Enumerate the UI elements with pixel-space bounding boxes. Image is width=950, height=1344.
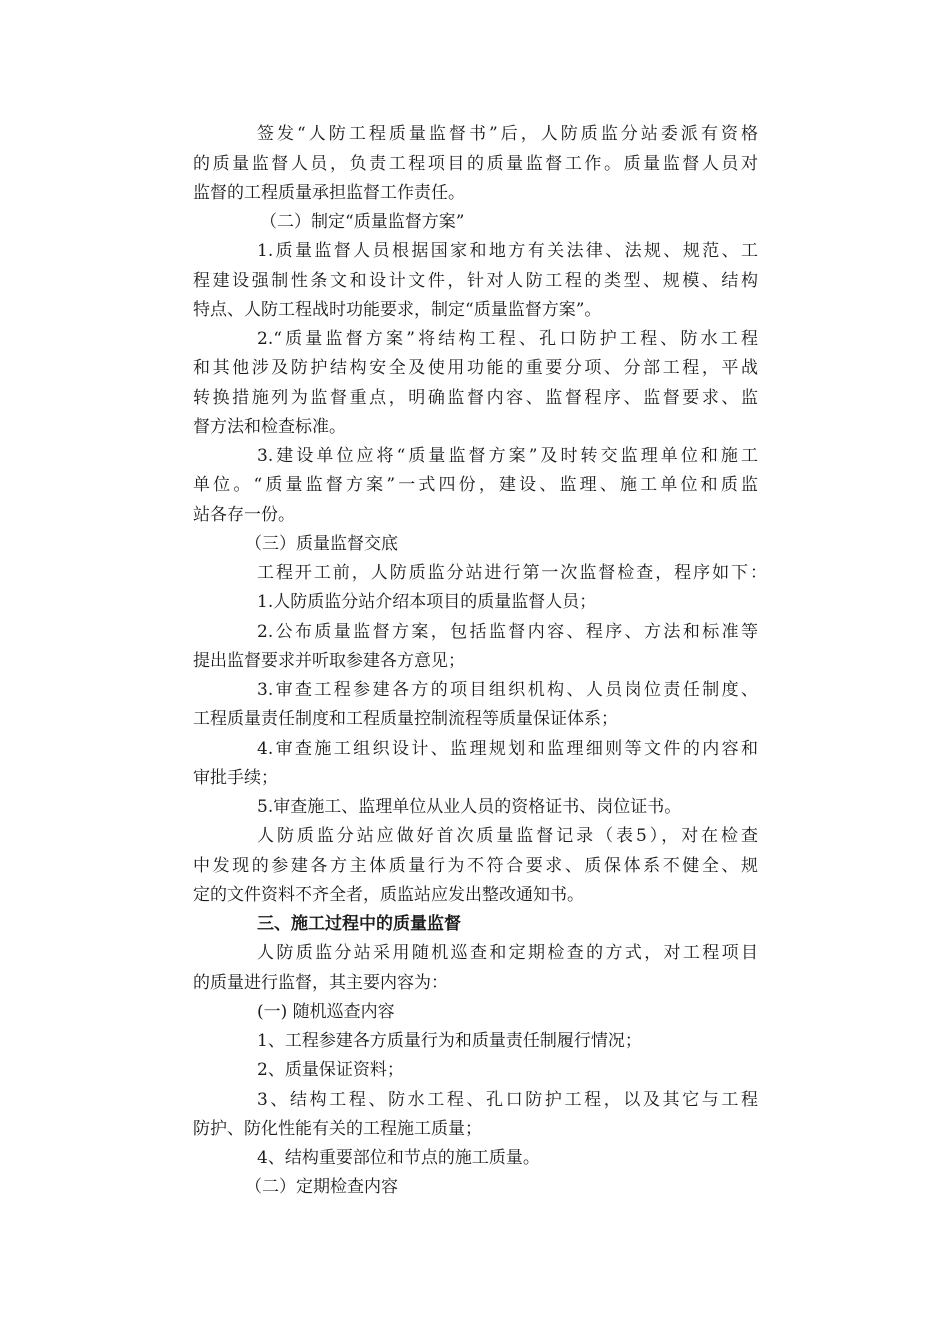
paragraph-line: 防护、防化性能有关的工程施工质量；	[193, 1119, 482, 1139]
paragraph-line: 中发现的参建各方主体质量行为不符合要求、质保体系不健全、规	[193, 856, 758, 876]
section-heading: （二）制定“质量监督方案”	[260, 212, 465, 232]
paragraph-line: 1.质量监督人员根据国家和地方有关法律、法规、规范、工	[257, 241, 758, 261]
paragraph-line: 单位。“质量监督方案”一式四份，建设、监理、施工单位和质监	[193, 475, 758, 495]
paragraph-line: 2.公布质量监督方案，包括监督内容、程序、方法和标准等	[257, 622, 758, 642]
paragraph-line: 5.审查施工、监理单位从业人员的资格证书、岗位证书。	[257, 797, 682, 817]
paragraph-line: 站各存一份。	[193, 505, 295, 525]
paragraph-line: 3、结构工程、防水工程、孔口防护工程，以及其它与工程	[257, 1090, 758, 1110]
paragraph-line: 4.审查施工组织设计、监理规划和监理细则等文件的内容和	[257, 739, 758, 759]
paragraph-line: 定的文件资料不齐全者，质监站应发出整改通知书。	[193, 885, 584, 905]
paragraph-line: 和其他涉及防护结构安全及使用功能的重要分项、分部工程，平战	[193, 358, 758, 378]
paragraph-line: 2.“质量监督方案”将结构工程、孔口防护工程、防水工程	[257, 329, 758, 349]
paragraph-line: 工程质量责任制度和工程质量控制流程等质量保证体系；	[193, 709, 618, 729]
paragraph-line: 工程开工前，人防质监分站进行第一次监督检查，程序如下：	[257, 563, 767, 583]
paragraph-line: 程建设强制性条文和设计文件，针对人防工程的类型、规模、结构	[193, 271, 758, 291]
paragraph-line: 监督的工程质量承担监督工作责任。	[193, 183, 465, 203]
paragraph-line: 审批手续；	[193, 768, 278, 788]
paragraph-line: 3.审查工程参建各方的项目组织机构、人员岗位责任制度、	[257, 680, 758, 700]
paragraph-line: 1.人防质监分站介绍本项目的质量监督人员；	[257, 592, 597, 612]
paragraph-line: 签发“人防工程质量监督书”后，人防质监分站委派有资格	[257, 124, 758, 144]
section-heading: （二）定期检查内容	[245, 1177, 398, 1197]
paragraph-line: 特点、人防工程战时功能要求，制定“质量监督方案”。	[193, 300, 602, 320]
paragraph-line: 3.建设单位应将“质量监督方案”及时转交监理单位和施工	[257, 446, 758, 466]
paragraph-line: 人防质监分站应做好首次质量监督记录（表5），对在检查	[257, 826, 758, 846]
paragraph-line: 2、质量保证资料；	[257, 1060, 404, 1080]
paragraph-line: 1、工程参建各方质量行为和质量责任制履行情况；	[257, 1031, 642, 1051]
section-heading: （三）质量监督交底	[245, 534, 398, 554]
chapter-heading: 三、施工过程中的质量监督	[257, 914, 461, 934]
paragraph-line: 提出监督要求并听取参建各方意见；	[193, 651, 465, 671]
paragraph-line: 的质量进行监督，其主要内容为：	[193, 973, 448, 993]
paragraph-line: 4、结构重要部位和节点的施工质量。	[257, 1148, 540, 1168]
paragraph-line: 的质量监督人员，负责工程项目的质量监督工作。质量监督人员对	[193, 154, 758, 174]
paragraph-line: 人防质监分站采用随机巡查和定期检查的方式，对工程项目	[257, 943, 758, 963]
paragraph-line: 督方法和检查标准。	[193, 417, 346, 437]
section-heading: (一) 随机巡查内容	[257, 1002, 395, 1022]
paragraph-line: 转换措施列为监督重点，明确监督内容、监督程序、监督要求、监	[193, 388, 758, 408]
